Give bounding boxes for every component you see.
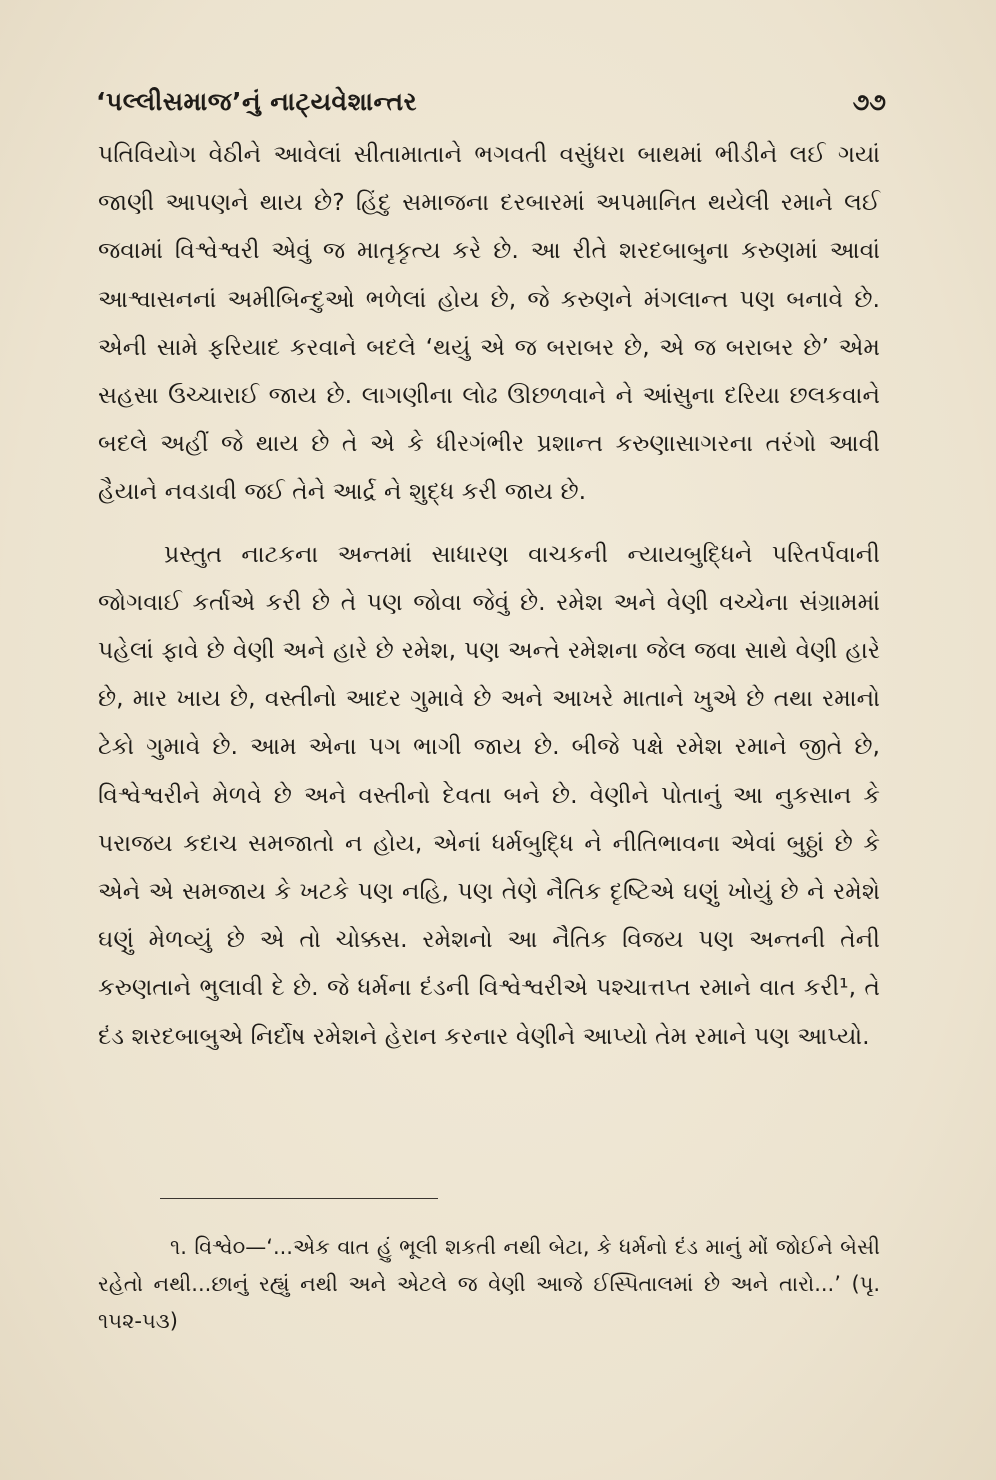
page-header: [96, 82, 886, 122]
paragraph-1: પતિવિયોગ વેઠીને આવેલાં સીતામાતાને ભગવતી વસુંધરા બાથમાં ભીડીને લઈ ગયાં જાણી આપણને થાય છે? હિંદુ સમાજના દરબારમાં અપમાનિત થયેલી રમાને લઈ જવામાં વિશ્વેશ્વરી એવું જ માતૃકૃત્ય કરે છે. આ રીતે શરદબાબુના કરુણમાં આવાં આશ્વાસનનાં અમીબિન્દુઓ ભળેલાં હોય છે, જે કરુણને મંગલાન્ત પણ બનાવે છે. એની સામે ફરિયાદ કરવાને બદલે ‘થયું એ જ બરાબર છે, એ જ બરાબર છે’ એમ સહસા ઉચ્ચારાઈ જાય છે. લાગણીના લોઢ ઊછળવાને ને આંસુના દરિયા છલકવાને બદલે અહીં જે થાય છે તે એ કે ધીરગંભીર પ્રશાન્ત કરુણાસાગરના તરંગો આવી હૈયાને નવડાવી જઈ તેને આર્દ્ર ને શુદ્ધ કરી જાય છે.: [98, 140, 880, 506]
paragraph-2: પ્રસ્તુત નાટકના અન્તમાં સાધારણ વાચકની ન્યાયબુદ્ધિને પરિતર્પવાની જોગવાઈ કર્તાએ કરી છે તે પણ જોવા જેવું છે. રમેશ અને વેણી વચ્ચેના સંગ્રામમાં પહેલાં ફાવે છે વેણી અને હારે છે રમેશ, પણ અન્તે રમેશના જેલ જવા સાથે વેણી હારે છે, માર ખાય છે, વસ્તીનો આદર ગુમાવે છે અને આખરે માતાને ખુએ છે તથા રમાનો ટેકો ગુમાવે છે. આમ એના પગ ભાગી જાય છે. બીજે પક્ષે રમેશ રમાને જીતે છે, વિશ્વેશ્વરીને મેળવે છે અને વસ્તીનો દેવતા બને છે. વેણીને પોતાનું આ નુકસાન કે પરાજય કદાચ સમજાતો ન હોય, એનાં ધર્મબુદ્ધિ ને નીતિભાવના એવાં બુઠ્ઠાં છે કે એને એ સમજાય કે ખટકે પણ નહિ, પણ તેણે નૈતિક દૃષ્ટિએ ઘણું ખોયું છે ને રમેશે ઘણું મેળવ્યું છે એ તો ચોક્કસ. રમેશનો આ નૈતિક વિજય પણ અન્તની તેની કરુણતાને ભુલાવી દે છે. જે ધર્મના દંડની વિશ્વેશ્વરીએ પશ્ચાત્તપ્ત રમાને વાત કરી¹, તે દંડ શરદબાબુએ નિર્દોષ રમેશને હેરાન કરનાર વેણીને આપ્યો તેમ રમાને પણ આપ્યો.: [98, 539, 880, 1050]
footnote-divider: [160, 1198, 438, 1199]
page-number: ૭૭: [852, 88, 886, 116]
body-text: [98, 130, 880, 1060]
footnote: ૧. વિશ્વે૦—‘...એક વાત હું ભૂલી શકતી નથી બેટા, કે ધર્મનો દંડ માનું મોં જોઈને બેસી રહેતો નથી...છાનું રહ્યું નથી અને એટલે જ વેણી આજે ઈસ્પિતાલમાં છે અને તારો...’ (પૃ. ૧૫૨-૫૩): [98, 1235, 880, 1333]
running-title: ‘પલ્લીસમાજ’નું નાટ્યવેશાન્તર: [96, 87, 418, 116]
